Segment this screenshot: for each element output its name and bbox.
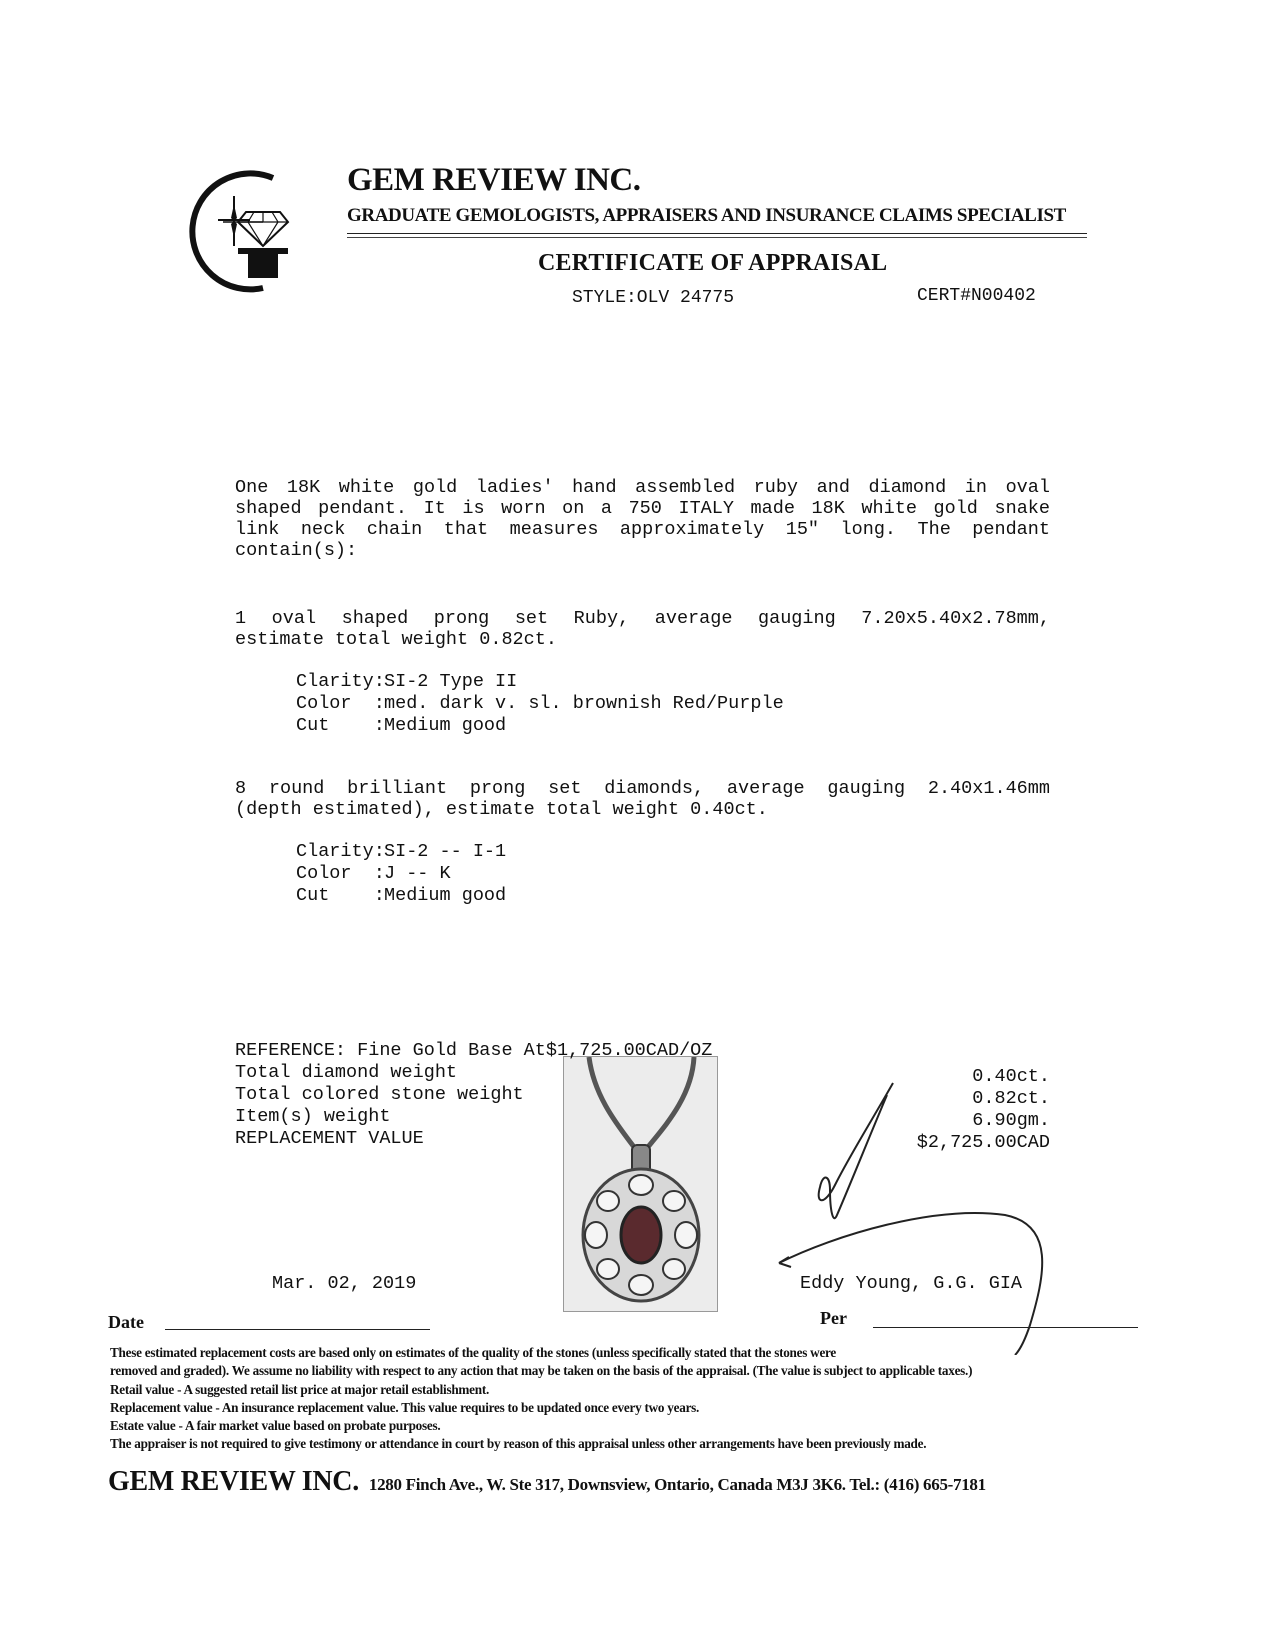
per-signature-line xyxy=(873,1327,1138,1328)
reference-label: REPLACEMENT VALUE xyxy=(235,1128,424,1149)
spec-label: Cut : xyxy=(296,715,385,736)
spec-row-clarity xyxy=(296,671,784,693)
date-signature-line xyxy=(165,1329,430,1330)
style-number: STYLE:OLV 24775 xyxy=(572,288,735,308)
reference-label: Total diamond weight xyxy=(235,1062,458,1083)
company-tagline: GRADUATE GEMOLOGISTS, APPRAISERS AND INSURANCE CLAIMS SPECIALIST xyxy=(347,205,1066,226)
disclaimer-line: These estimated replacement costs are based only on estimates of the quality of the stones (unless specifically stated that the stones were xyxy=(110,1345,837,1360)
replacement-value: $2,725.00CAD xyxy=(916,1132,1050,1153)
spec-row-clarity xyxy=(296,841,506,863)
certificate-title: CERTIFICATE OF APPRAISAL xyxy=(538,250,888,276)
footer xyxy=(108,1466,986,1498)
diamond-description-line: 8 round brilliant prong set diamonds, average gauging 2.40x1.46mm xyxy=(235,778,1050,799)
description-line: link neck chain that measures approximately 15" long. The pendant xyxy=(235,519,1050,540)
ruby-description-line: estimate total weight 0.82ct. xyxy=(235,629,557,650)
disclaimer xyxy=(110,1344,1170,1454)
spec-value: SI-2 -- I-1 xyxy=(384,841,507,862)
ruby-specs xyxy=(296,671,784,737)
footer-company-name: GEM REVIEW INC. xyxy=(108,1466,359,1497)
diamond-description-line: (depth estimated), estimate total weight 0.40ct. xyxy=(235,799,768,820)
spec-label: Clarity: xyxy=(296,671,385,692)
date-label: Date xyxy=(108,1312,144,1332)
appraisal-date: Mar. 02, 2019 xyxy=(272,1273,417,1294)
spec-row-color xyxy=(296,693,784,715)
spec-label: Cut : xyxy=(296,885,385,906)
spec-row-cut xyxy=(296,715,784,737)
pendant-image xyxy=(564,1057,717,1311)
spec-value: Medium good xyxy=(384,885,507,906)
disclaimer-line: Retail value - A suggested retail list price at major retail establishment. xyxy=(110,1381,490,1397)
reference-value: 0.40ct. xyxy=(972,1066,1050,1087)
disclaimer-line: The appraiser is not required to give testimony or attendance in court by reason of this appraisal unless other arrangements have been previously made. xyxy=(110,1436,927,1452)
diamond-specs xyxy=(296,841,506,907)
spec-value: med. dark v. sl. brownish Red/Purple xyxy=(384,693,784,714)
reference-label: Item(s) weight xyxy=(235,1106,391,1127)
spec-value: J -- K xyxy=(384,863,451,884)
reference-value: 0.82ct. xyxy=(972,1088,1050,1109)
description-line: shaped pendant. It is worn on a 750 ITALY made 18K white gold snake xyxy=(235,498,1050,519)
certificate-number: CERT#N00402 xyxy=(917,286,1036,306)
spec-value: Medium good xyxy=(384,715,507,736)
reference-value: 6.90gm. xyxy=(972,1110,1050,1131)
header-rule xyxy=(347,233,1087,234)
disclaimer-line: Replacement value - An insurance replacement value. This value requires to be updated once every two years. xyxy=(110,1399,700,1415)
company-name: GEM REVIEW INC. xyxy=(347,162,641,198)
spec-row-cut xyxy=(296,885,506,907)
reference-label: Total colored stone weight xyxy=(235,1084,524,1105)
ruby-description-line: 1 oval shaped prong set Ruby, average gauging 7.20x5.40x2.78mm, xyxy=(235,608,1050,629)
spec-label: Color : xyxy=(296,863,385,884)
reference-gold-base: REFERENCE: Fine Gold Base At$1,725.00CAD/OZ xyxy=(235,1040,713,1061)
spec-value: SI-2 Type II xyxy=(384,671,518,692)
spec-label: Clarity: xyxy=(296,841,385,862)
disclaimer-line: Estate value - A fair market value based on probate purposes. xyxy=(110,1418,441,1434)
description-line: One 18K white gold ladies' hand assembled ruby and diamond in oval xyxy=(235,477,1050,498)
spec-row-color xyxy=(296,863,506,885)
appraiser-name: Eddy Young, G.G. GIA xyxy=(800,1273,1023,1294)
pendant-photo xyxy=(563,1056,718,1312)
description-line: contain(s): xyxy=(235,540,358,561)
disclaimer-line: removed and graded). We assume no liability with respect to any action that may be taken on the basis of the appraisal. (The value is subject to applicable taxes.) xyxy=(110,1363,973,1379)
header-rule xyxy=(347,237,1087,238)
footer-address: 1280 Finch Ave., W. Ste 317, Downsview, Ontario, Canada M3J 3K6. Tel.: (416) 665-7181 xyxy=(368,1475,986,1494)
company-logo xyxy=(178,160,303,295)
per-label: Per xyxy=(820,1308,847,1328)
spec-label: Color : xyxy=(296,693,385,714)
